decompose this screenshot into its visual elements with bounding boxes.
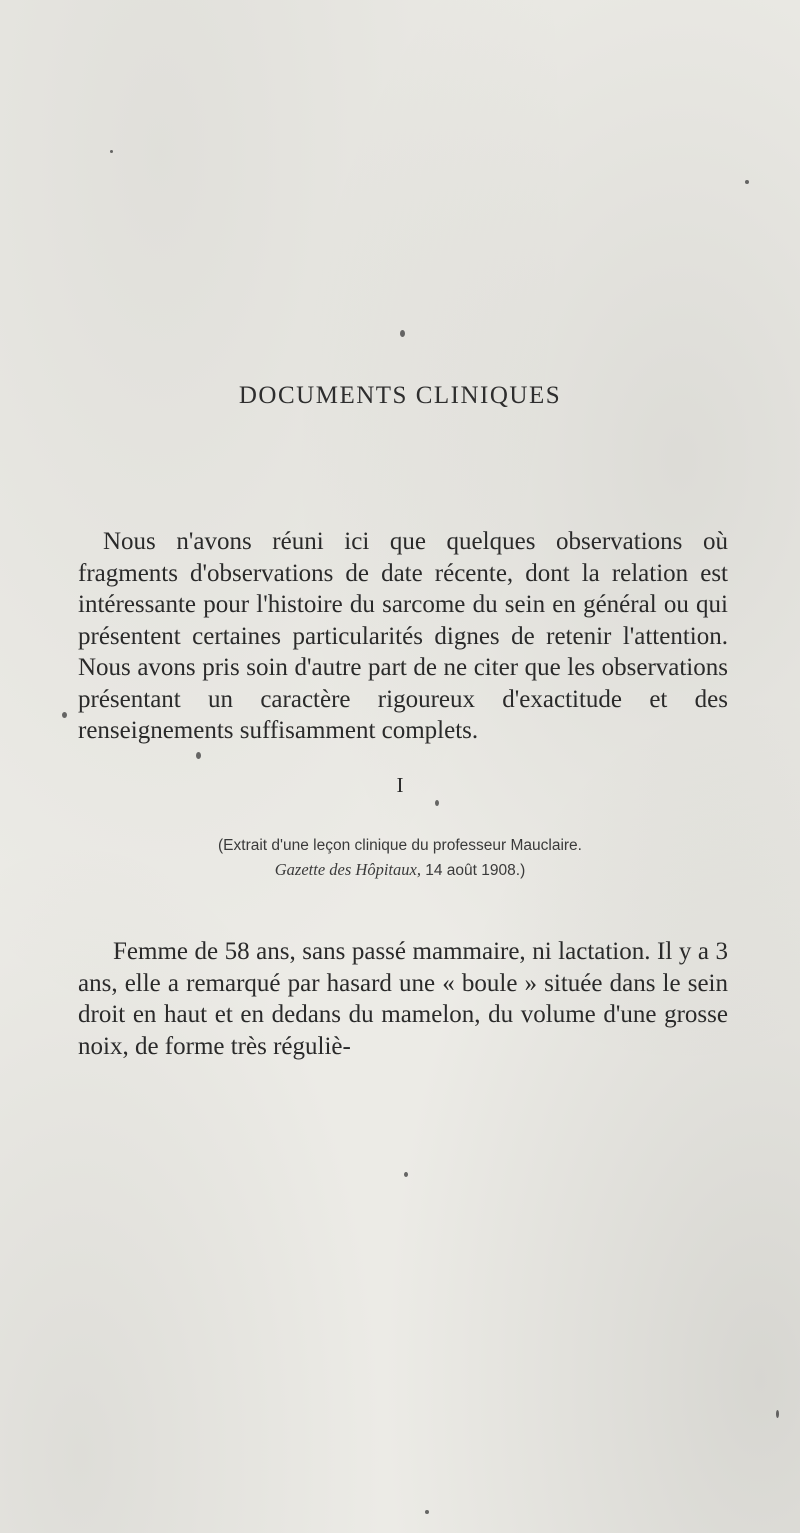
scan-speck	[196, 752, 201, 759]
scan-speck	[435, 800, 439, 806]
scan-speck	[62, 712, 67, 718]
scan-speck	[745, 180, 749, 184]
citation-date: 14 août 1908.)	[420, 862, 526, 879]
scan-speck	[425, 1510, 429, 1514]
scan-speck	[404, 1172, 408, 1177]
section-numeral: I	[396, 773, 404, 797]
source-citation-line2	[0, 858, 800, 883]
page-heading: DOCUMENTS CLINIQUES	[238, 382, 562, 409]
scan-speck	[400, 330, 405, 337]
source-citation	[0, 834, 800, 883]
scan-speck	[776, 1410, 779, 1418]
source-citation-line1: (Extrait d'une leçon clinique du professeur Mauclaire.	[218, 837, 582, 854]
intro-paragraph: Nous n'avons réuni ici que quelques observations où fragments d'observations de date récente, dont la relation est intéressante pour l'histoire du sarcome du sein en général ou qui présentent certaines particularités dignes de retenir l'attention. Nous avons pris soin d'autre part de ne citer que les observations présentant un caractère rigoureux d'exactitude et des renseignements suffisamment complets.	[78, 528, 728, 744]
journal-title: Gazette des Hôpitaux,	[274, 860, 421, 879]
case-paragraph: Femme de 58 ans, sans passé mammaire, ni lactation. Il y a 3 ans, elle a remarqué par hasard une « boule » située dans le sein droit en haut et en dedans du mamelon, du volume d'une grosse noix, de forme très réguliè-	[78, 938, 728, 1060]
scan-speck	[110, 150, 113, 153]
